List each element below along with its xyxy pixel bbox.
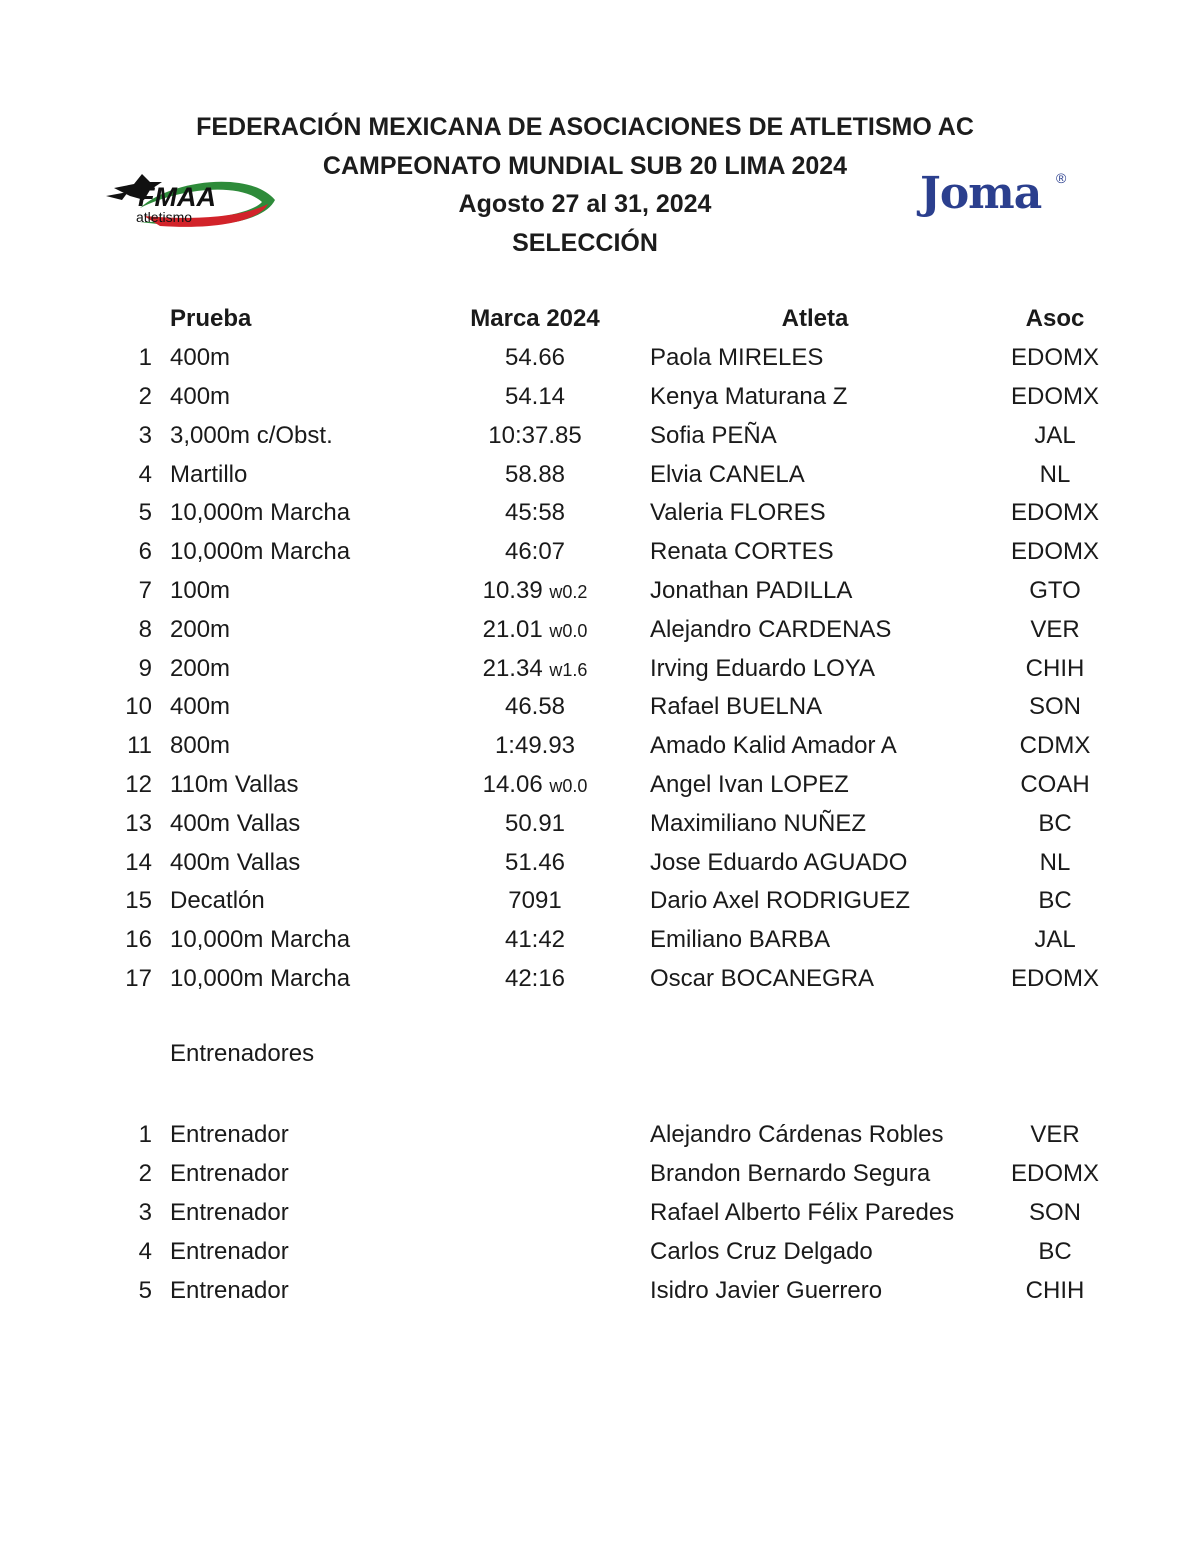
header-prueba: Prueba	[170, 305, 252, 333]
athlete-cell: Rafael BUELNA	[650, 693, 823, 721]
championship-title: CAMPEONATO MUNDIAL SUB 20 LIMA 2024	[322, 151, 848, 180]
row-number: 4	[138, 1237, 152, 1265]
athlete-cell: Alejandro CARDENAS	[650, 615, 892, 643]
header-asoc: Asoc	[1025, 305, 1085, 333]
row-number: 13	[125, 809, 152, 837]
mark-value: 21.34	[482, 654, 543, 682]
federation-title: FEDERACIÓN MEXICANA DE ASOCIACIONES DE ATLETISMO AC	[196, 113, 974, 141]
row-number: 14	[125, 848, 152, 876]
table-row	[110, 649, 1130, 688]
table-row	[110, 1194, 1130, 1233]
mark-cell	[420, 339, 650, 378]
row-number: 2	[138, 382, 152, 410]
header-atleta: Atleta	[781, 305, 849, 333]
table-row	[110, 416, 1130, 455]
row-number: 1	[138, 1121, 152, 1149]
mark-value: 10.39	[482, 576, 543, 604]
row-number: 1	[138, 344, 152, 372]
empty-cell	[420, 1232, 650, 1271]
mark-cell	[420, 804, 650, 843]
coach-name-cell: Alejandro Cárdenas Robles	[650, 1121, 944, 1149]
coach-name-cell: Carlos Cruz Delgado	[650, 1237, 873, 1265]
mark-value: 54.14	[504, 382, 566, 410]
event-cell: 400m	[170, 693, 231, 721]
coaches-title: Entrenadores	[170, 1040, 315, 1067]
row-number: 8	[138, 615, 152, 643]
asoc-cell: EDOMX	[1010, 538, 1099, 566]
athlete-cell: Irving Eduardo LOYA	[650, 654, 876, 682]
asoc-cell: SON	[1028, 1198, 1081, 1226]
athlete-cell: Elvia CANELA	[650, 460, 805, 488]
table-row	[110, 572, 1130, 611]
selection-table	[110, 300, 1130, 998]
mark-cell	[420, 727, 650, 766]
event-cell: 400m	[170, 382, 231, 410]
mark-cell	[420, 378, 650, 417]
table-row	[110, 378, 1130, 417]
table-row	[110, 455, 1130, 494]
mark-cell	[420, 533, 650, 572]
event-cell: 3,000m c/Obst.	[170, 421, 333, 449]
athlete-cell: Amado Kalid Amador A	[650, 732, 897, 760]
table-row	[110, 339, 1130, 378]
row-number: 2	[138, 1160, 152, 1188]
event-cell: 10,000m Marcha	[170, 964, 351, 992]
event-cell: 10,000m Marcha	[170, 538, 351, 566]
event-cell: 400m Vallas	[170, 809, 301, 837]
athlete-cell: Maximiliano NUÑEZ	[650, 809, 867, 837]
fmaa-logo-subtext: atletismo	[136, 209, 193, 225]
row-number: 4	[138, 460, 152, 488]
event-cell: 800m	[170, 732, 231, 760]
fmaa-logo	[100, 160, 280, 235]
role-cell: Entrenador	[170, 1237, 289, 1265]
mark-cell	[420, 960, 650, 999]
row-number: 10	[125, 693, 152, 721]
wind-value: w1.6	[549, 659, 588, 680]
event-cell: Martillo	[170, 460, 248, 488]
empty-cell	[420, 1194, 650, 1233]
mark-value: 50.91	[504, 809, 566, 837]
mark-cell	[420, 649, 650, 688]
mark-value: 21.01	[482, 615, 543, 643]
table-row	[110, 727, 1130, 766]
asoc-cell: CHIH	[1025, 1276, 1085, 1304]
header-marca: Marca 2024	[470, 305, 600, 333]
empty-cell	[420, 1155, 650, 1194]
asoc-cell: EDOMX	[1010, 964, 1099, 992]
joma-logo	[918, 168, 1068, 223]
athlete-cell: Jose Eduardo AGUADO	[650, 848, 908, 876]
table-row	[110, 688, 1130, 727]
mark-cell	[420, 766, 650, 805]
selection-title: SELECCIÓN	[512, 228, 658, 257]
wind-value: w0.2	[549, 581, 588, 602]
fmaa-logo-text: FMAA	[138, 182, 216, 212]
table-header-row	[110, 300, 1130, 339]
athlete-cell: Angel Ivan LOPEZ	[650, 770, 849, 798]
table-row	[110, 1155, 1130, 1194]
mark-value: 58.88	[504, 460, 566, 488]
event-cell: 110m Vallas	[170, 770, 299, 798]
mark-value: 14.06	[482, 770, 543, 798]
table-row	[110, 533, 1130, 572]
mark-cell	[420, 610, 650, 649]
mark-cell	[420, 416, 650, 455]
row-number: 3	[138, 1198, 152, 1226]
mark-value: 46:07	[504, 538, 566, 566]
asoc-cell: JAL	[1034, 421, 1076, 449]
table-row	[110, 804, 1130, 843]
table-row	[110, 1116, 1130, 1155]
table-row	[110, 921, 1130, 960]
event-cell: 200m	[170, 615, 231, 643]
asoc-cell: GTO	[1029, 576, 1081, 604]
athlete-cell: Emiliano BARBA	[650, 926, 831, 954]
mark-cell	[420, 921, 650, 960]
mark-value: 45:58	[504, 499, 566, 527]
asoc-cell: VER	[1030, 1121, 1080, 1149]
event-dates: Agosto 27 al 31, 2024	[458, 190, 712, 218]
row-number: 3	[138, 421, 152, 449]
row-number: 5	[138, 499, 152, 527]
mark-cell	[420, 572, 650, 611]
asoc-cell: COAH	[1020, 770, 1090, 798]
asoc-cell: BC	[1038, 809, 1072, 837]
row-number: 6	[138, 538, 152, 566]
event-cell: 400m Vallas	[170, 848, 301, 876]
table-row	[110, 494, 1130, 533]
event-cell: Decatlón	[170, 887, 265, 915]
athlete-cell: Renata CORTES	[650, 538, 834, 566]
role-cell: Entrenador	[170, 1160, 289, 1188]
row-number: 5	[138, 1276, 152, 1304]
coach-name-cell: Rafael Alberto Félix Paredes	[650, 1198, 955, 1226]
mark-cell	[420, 494, 650, 533]
registered-mark: ®	[1056, 170, 1067, 186]
event-cell: 200m	[170, 654, 231, 682]
asoc-cell: CDMX	[1019, 732, 1091, 760]
row-number: 12	[125, 770, 152, 798]
mark-value: 10:37.85	[488, 421, 582, 449]
asoc-cell: BC	[1038, 887, 1072, 915]
asoc-cell: EDOMX	[1010, 1160, 1099, 1188]
athlete-cell: Kenya Maturana Z	[650, 382, 848, 410]
role-cell: Entrenador	[170, 1276, 289, 1304]
asoc-cell: SON	[1028, 693, 1081, 721]
table-row	[110, 843, 1130, 882]
asoc-cell: BC	[1038, 1237, 1072, 1265]
event-cell: 100m	[170, 576, 231, 604]
mark-cell	[420, 688, 650, 727]
row-number: 9	[138, 654, 152, 682]
asoc-cell: VER	[1030, 615, 1080, 643]
asoc-cell: EDOMX	[1010, 499, 1099, 527]
mark-cell	[420, 882, 650, 921]
row-number: 7	[138, 576, 152, 604]
empty-cell	[420, 1116, 650, 1155]
wind-value: w0.0	[549, 775, 588, 796]
empty-cell	[420, 1271, 650, 1310]
table-row	[110, 1271, 1130, 1310]
row-number: 16	[125, 926, 152, 954]
mark-value: 41:42	[504, 926, 566, 954]
asoc-cell: JAL	[1034, 926, 1076, 954]
row-number: 15	[125, 887, 152, 915]
asoc-cell: EDOMX	[1010, 382, 1099, 410]
joma-logo-text: Joma	[920, 168, 1042, 219]
mark-value: 7091	[508, 887, 562, 915]
event-cell: 400m	[170, 344, 231, 372]
wind-value: w0.0	[549, 620, 588, 641]
athlete-cell: Jonathan PADILLA	[650, 576, 853, 604]
role-cell: Entrenador	[170, 1198, 289, 1226]
mark-value: 54.66	[504, 344, 566, 372]
athlete-cell: Oscar BOCANEGRA	[650, 964, 875, 992]
asoc-cell: NL	[1039, 848, 1071, 876]
athlete-cell: Paola MIRELES	[650, 344, 824, 372]
coach-name-cell: Brandon Bernardo Segura	[650, 1160, 931, 1188]
table-row	[110, 882, 1130, 921]
table-row	[110, 766, 1130, 805]
asoc-cell: NL	[1039, 460, 1071, 488]
table-row	[110, 610, 1130, 649]
coaches-table	[110, 1116, 1130, 1310]
table-row	[110, 960, 1130, 999]
athlete-cell: Dario Axel RODRIGUEZ	[650, 887, 911, 915]
athlete-cell: Sofia PEÑA	[650, 421, 777, 449]
mark-value: 42:16	[504, 964, 566, 992]
athlete-cell: Valeria FLORES	[650, 499, 826, 527]
table-row	[110, 1232, 1130, 1271]
mark-value: 46.58	[504, 693, 566, 721]
role-cell: Entrenador	[170, 1121, 289, 1149]
event-cell: 10,000m Marcha	[170, 499, 351, 527]
mark-value: 1:49.93	[494, 732, 576, 760]
event-cell: 10,000m Marcha	[170, 926, 351, 954]
row-number: 11	[127, 732, 152, 760]
asoc-cell: EDOMX	[1010, 344, 1099, 372]
mark-value: 51.46	[504, 848, 566, 876]
mark-cell	[420, 455, 650, 494]
mark-cell	[420, 843, 650, 882]
coach-name-cell: Isidro Javier Guerrero	[650, 1276, 883, 1304]
row-number: 17	[125, 964, 152, 992]
asoc-cell: CHIH	[1025, 654, 1085, 682]
